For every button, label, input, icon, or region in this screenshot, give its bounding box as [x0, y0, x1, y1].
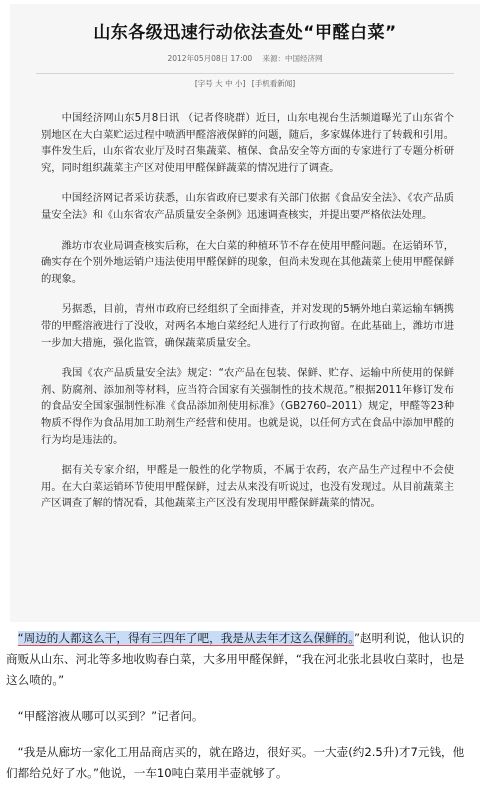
article-paragraph: 我国《农产品质量安全法》规定：“农产品在包装、保鲜、贮存、运输中所使用的保鲜剂、防腐剂、添加剂等材料，应当符合国家有关强制性的技术规范。”根据2011年修订发布的食品安全国家强制性标准《食品添加剂使用标准》（GB2760–2011）规定，甲醛等23种物质不得作为食品用加工助剂生产经营和使用。也就是说，以任何方式在食品中添加甲醛的行为均是违法的。 [41, 367, 454, 446]
article-source: 来源：中国经济网 [262, 54, 323, 63]
question-paragraph: “甲醛溶液从哪可以买到？”记者问。 [17, 709, 204, 723]
article-meta [10, 53, 480, 64]
article-tools [10, 78, 480, 89]
highlighted-quote: “周边的人都这么干，得有三四年了吧，我是从去年才这么保鲜的。 [17, 631, 355, 645]
article-paragraph: 中国经济网山东5月8日讯 （记者佟晓群）近日，山东电视台生活频道曝光了山东省个别地区在大白菜贮运过程中喷洒甲醛溶液保鲜的问题，随后，多家媒体进行了转载和引用。事件发生后，山东省农业厅及时召集蔬菜、植保、食品安全等方面的专家进行了专题分析研究，同时组织蔬菜主产区对使用甲醛保鲜蔬菜的情况进行了调查。 [41, 112, 454, 174]
mobile-news-link[interactable]: [手机看新闻] [251, 79, 296, 88]
publish-datetime: 2012年05月08日 17:00 [167, 54, 253, 63]
title-divider [36, 73, 454, 74]
article-title: 山东各级迅速行动依法查处“甲醛白菜” [93, 23, 397, 43]
font-medium-link[interactable]: 中 [225, 79, 233, 88]
article-paragraph: 据有关专家介绍，甲醛是一般性的化学物质，不属于农药，农产品生产过程中不会使用。在大白菜运销环节使用甲醛保鲜，过去从来没有听说过，也没有发现过。从目前蔬菜主产区调查了解的情况看，其他蔬菜主产区没有发现用甲醛保鲜蔬菜的情况。 [41, 464, 454, 510]
article-screenshot [10, 4, 480, 622]
lower-text-section [0, 628, 491, 799]
quote-paragraph [0, 628, 491, 691]
font-small-link[interactable]: 小] [234, 79, 246, 88]
quote-paragraph-rest: ”赵明利说，他认识的商贩从山东、河北等多地收购春白菜，大多用甲醛保鲜，“我在河北张北县收白菜时，也是这么喷的。” [6, 631, 465, 687]
article-body [10, 110, 480, 512]
article-paragraph: 潍坊市农业局调查核实后称，在大白菜的种植环节不存在使用甲醛问题。在运销环节，确实存在个别外地运销户违法使用甲醛保鲜的现象，但尚未发现在其他蔬菜上使用甲醛保鲜的现象。 [41, 239, 454, 285]
article-paragraph: 另据悉，目前，青州市政府已经组织了全面排查，并对发现的5辆外地白菜运输车辆携带的甲醛溶液进行了没收，对两名本地白菜经纪人进行了行政拘留。在此基础上，潍坊市进一步加大措施，强化监管，确保蔬菜质量安全。 [41, 303, 454, 349]
answer-paragraph: “我是从廊坊一家化工用品商店买的，就在路边，很好买。一大壶(约2.5升)才7元钱，他们都给兑好了水。”他说，一车10吨白菜用半壶就够了。 [6, 745, 465, 780]
article-paragraph: 中国经济网记者采访获悉，山东省政府已要求有关部门依据《食品安全法》、《农产品质量安全法》和《山东省农产品质量安全条例》迅速调查核实，并提出要严格依法处理。 [41, 192, 454, 221]
font-large-link[interactable]: 大 [215, 79, 223, 88]
font-size-label: [字号 [194, 79, 213, 88]
